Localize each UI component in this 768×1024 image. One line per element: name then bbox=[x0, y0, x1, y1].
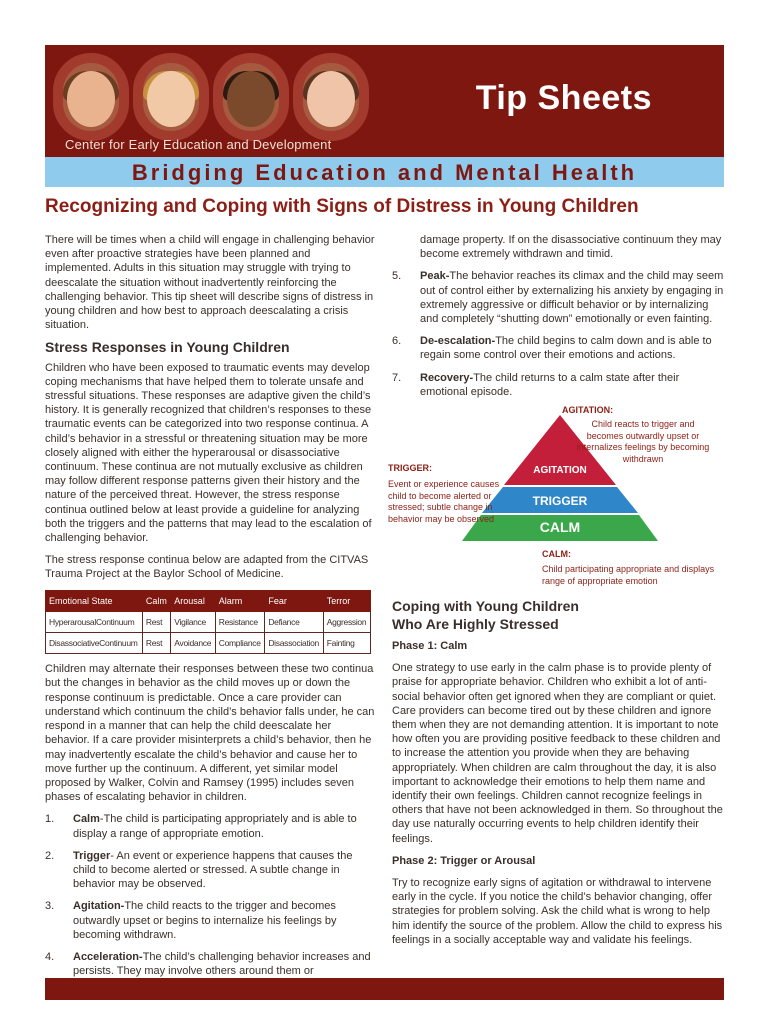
logo-letter-photo bbox=[133, 53, 209, 141]
subtitle-banner bbox=[45, 157, 724, 187]
footer-bar bbox=[45, 978, 724, 1000]
pyramid-label-calm: CALM bbox=[539, 519, 581, 536]
subtitle: Bridging Education and Mental Health bbox=[131, 160, 638, 185]
header-banner bbox=[45, 45, 724, 157]
ceed-logo-photos bbox=[53, 53, 373, 141]
list-item: 7. Recovery-The child returns to a calm state after their emotional episode. bbox=[392, 371, 680, 398]
trigger-heading: TRIGGER: bbox=[388, 463, 432, 474]
pyramid-label-agitation: AGITATION bbox=[533, 465, 587, 477]
table-cell: Disassociation bbox=[265, 633, 323, 654]
coping-heading: Coping with Young Children Who Are Highly Stressed bbox=[392, 598, 579, 633]
table-cell: Defiance bbox=[265, 611, 323, 632]
table-cell: Fainting bbox=[323, 633, 370, 654]
logo-letter-photo bbox=[213, 53, 289, 141]
list-item: 1. Calm-The child is participating appropriately and is able to display a range of appropriate emotion. bbox=[45, 813, 357, 840]
phase1-heading: Phase 1: Calm bbox=[392, 640, 468, 653]
trigger-description: Event or experience causes child to become alerted or stressed; subtle change in behavior may be observed bbox=[388, 479, 500, 524]
page-title: Recognizing and Coping with Signs of Distress in Young Children bbox=[45, 196, 639, 217]
list-item: 4. Acceleration-The child’s challenging behavior increases and persists. They may involve others around them or bbox=[45, 950, 371, 978]
agitation-description: Child reacts to trigger and becomes outwardly upset or internalizes feelings by becoming withdrawn bbox=[576, 419, 710, 464]
phase-list bbox=[45, 812, 375, 978]
stress-paragraph: Children who have been exposed to traumatic events may develop coping mechanisms that have helped them to tolerate unsafe and stressful situations. These responses are adaptive given the child’s history. It is generally recognized that children’s responses to these traumatic events can be categorized into two response continua. A child’s behavior in a stressful or threatening situation may be more closely aligned with either the hyperarousal or disassociative continuum. These continua are not mutually exclusive as children may follow different response patterns given their history and the nature of the perceived threat. However, the stress response continua outlined below at least provide a guideline for analyzing both the triggers and the patterns that may lead to the escalation of challenging behavior. bbox=[45, 361, 372, 545]
escalation-pyramid bbox=[390, 407, 722, 587]
table-row bbox=[46, 611, 371, 632]
table-header: Arousal bbox=[171, 590, 215, 611]
agitation-heading: AGITATION: bbox=[562, 405, 614, 416]
table-row bbox=[46, 633, 371, 654]
phase2-paragraph: Try to recognize early signs of agitation or withdrawal to intervene early in the cycle. If you notice the child’s behavior changing, offer strategies for problem solving. Ask the child what is wrong to help him identify the source of the problem. Allow the child to express his feelings in a socially acceptable way and validate his feelings. bbox=[392, 877, 723, 946]
table-cell: DisassociativeContinuum bbox=[46, 633, 143, 654]
phase4-continued: damage property. If on the disassociative continuum they may become extremely withdrawn and timid. bbox=[420, 234, 722, 261]
table-header: Emotional State bbox=[46, 590, 143, 611]
calm-description: Child participating appropriate and displays range of appropriate emotion bbox=[542, 564, 715, 586]
pyramid-label-trigger: TRIGGER bbox=[532, 494, 588, 509]
right-column bbox=[388, 233, 724, 955]
table-cell: HyperarousalContinuum bbox=[46, 611, 143, 632]
alternate-paragraph: Children may alternate their responses between these two continua but the changes in behavior as the child moves up or down the response continuum is predictable. Once a care provider can understand which continuum the child’s behavior falls under, he can respond in a manner that can help the child deescalate her behavior. If a care provider misinterprets a child’s behavior, then he may inadvertently escalate the child’s behavior and cause her to move further up the continuum. A different, yet similar model proposed by Walker, Colvin and Ramsey (1995) includes seven phases of escalating behavior in children. bbox=[45, 663, 375, 804]
table-header-row bbox=[46, 590, 371, 611]
tip-sheets-title: Tip Sheets bbox=[475, 79, 652, 117]
stress-response-table bbox=[45, 590, 371, 655]
table-header: Terror bbox=[323, 590, 370, 611]
table-header: Fear bbox=[265, 590, 323, 611]
adapted-paragraph: The stress response continua below are adapted from the CITVAS Trauma Project at the Baylor School of Medicine. bbox=[45, 554, 369, 581]
phase2-heading: Phase 2: Trigger or Arousal bbox=[392, 854, 536, 867]
list-item: 2. Trigger- An event or experience happens that causes the child to become alerted or stressed. A subtle change in behavior may be observed. bbox=[45, 849, 353, 891]
table-cell: Rest bbox=[142, 633, 170, 654]
logo-letter-photo bbox=[293, 53, 369, 141]
intro-paragraph: There will be times when a child will engage in challenging behavior even after proactive strategies have been planned and implemented. Adults in this situation may struggle with trying to deescalate the situation without inadvertently reinforcing the challenging behavior. This tip sheet will describe signs of distress in young children and how best to approach deescalating a crisis situation. bbox=[45, 234, 375, 332]
phase-list bbox=[392, 269, 724, 399]
list-item: 5. Peak-The behavior reaches its climax and the child may seem out of control either by externalizing his anxiety by engaging in extremely aggressive or difficult behavior or by internalizing and completely “shutting down” emotionally or even fainting. bbox=[392, 270, 724, 326]
calm-heading: CALM: bbox=[542, 549, 571, 560]
list-item: 3. Agitation-The child reacts to the trigger and becomes outwardly upset or begins to internalize his feelings by becoming withdrawn. bbox=[45, 900, 337, 941]
table-cell: Resistance bbox=[215, 611, 265, 632]
table-cell: Avoidance bbox=[171, 633, 215, 654]
center-name: Center for Early Education and Development bbox=[65, 137, 332, 152]
table-header: Alarm bbox=[215, 590, 265, 611]
table-cell: Rest bbox=[142, 611, 170, 632]
list-item: 6. De-escalation-The child begins to calm down and is able to regain some control over their emotions and actions. bbox=[392, 335, 712, 362]
table-cell: Compliance bbox=[215, 633, 265, 654]
stress-heading: Stress Responses in Young Children bbox=[45, 339, 290, 356]
logo-letter-photo bbox=[53, 53, 129, 141]
table-cell: Aggression bbox=[323, 611, 370, 632]
left-column bbox=[45, 233, 375, 986]
table-header: Calm bbox=[142, 590, 170, 611]
table-cell: Vigilance bbox=[171, 611, 215, 632]
phase1-paragraph: One strategy to use early in the calm phase is to provide plenty of praise for appropriate behavior. Children who exhibit a lot of anti-social behavior often get ignored when they are compliant or quiet. Care providers can become tired out by these children and ignore them when they are not demanding attention. It is important to note how often you are providing positive feedback to these children and to increase the attention you provide when they are behaving appropriately. When children are calm throughout the day, it is also important to acknowledge their emotions to help them name and identify their own feelings. Children cannot recognize feelings in others that have not been acknowledged in them. So throughout the day use naturally occurring events to help children identify their feelings. bbox=[392, 662, 723, 845]
